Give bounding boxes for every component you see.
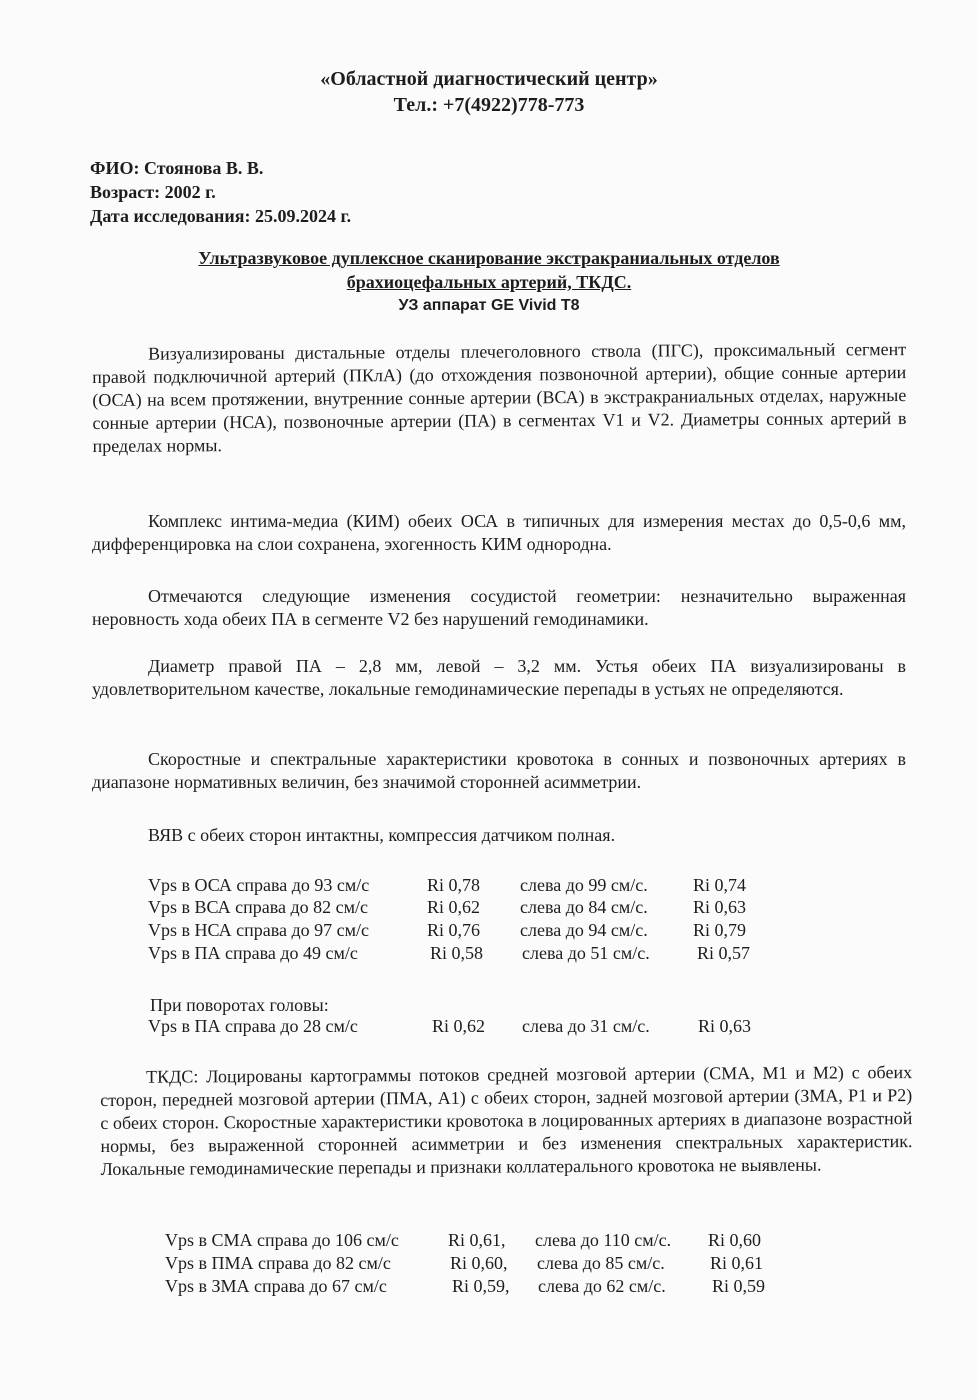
organization-phone: Тел.: +7(4922)778-773 — [393, 94, 585, 116]
right-ri: Ri 0,61, — [448, 1230, 506, 1250]
right-velocity: Vps в НСА справа до 97 см/с — [148, 920, 370, 940]
ultrasound-device: УЗ аппарат GE Vivid T8 — [398, 297, 580, 314]
right-ri: Ri 0,60, — [450, 1253, 508, 1273]
left-velocity: слева до 94 см/с. — [520, 920, 648, 940]
left-ri: Ri 0,63 — [698, 1016, 752, 1036]
paragraph-intima-media: Комплекс интима-медиа (КИМ) обеих ОСА в типичных для измерения местах до 0,5-0,6 мм, дифференцировка на слои сохранена, эхогенность КИМ однородна. — [92, 511, 906, 554]
paragraph-vertebral-diameter: Диаметр правой ПА – 2,8 мм, левой – 3,2 мм. Устья обеих ПА визуализированы в удовлетворительном качестве, локальные гемодинамические перепады в устьях не определяются. — [92, 656, 906, 699]
paragraph-flow-characteristics: Скоростные и спектральные характеристики кровотока в сонных и позвоночных артериях в диапазоне нормативных величин, без значимой сторонней асимметрии. — [92, 749, 906, 792]
study-date: Дата исследования: 25.09.2024 г. — [90, 206, 352, 226]
left-ri: Ri 0,79 — [693, 920, 747, 940]
right-velocity: Vps в ОСА справа до 93 см/с — [148, 875, 370, 895]
paragraph-tcd: ТКДС: Лоцированы картограммы потоков средней мозговой артерии (СМА, М1 и М2) с обеих сторон, передней мозговой артерии (ПМА, А1) с обеих сторон, задней мозговой артерии (ЗМА, Р1 и Р2) с обеих сторон. Скоростные характеристики кровотока в лоцированных артериях в диапазоне возрастной нормы, без выраженной сторонней асимметрии и без изменения спектральных характеристик. Локальные гемодинамические перепады и признаки коллатерального кровотока не выявлены. — [100, 1062, 913, 1179]
left-velocity: слева до 62 см/с. — [538, 1276, 666, 1296]
left-velocity: слева до 99 см/с. — [520, 875, 648, 895]
left-ri: Ri 0,61 — [710, 1253, 764, 1273]
left-velocity: слева до 51 см/с. — [522, 943, 650, 963]
right-ri: Ri 0,62 — [427, 897, 481, 917]
right-ri: Ri 0,58 — [430, 943, 484, 963]
paragraph-jugular-veins: ВЯВ с обеих сторон интактны, компрессия датчиком полная. — [148, 825, 616, 845]
right-ri: Ri 0,78 — [427, 875, 481, 895]
patient-name: ФИО: Стоянова В. В. — [90, 158, 264, 178]
left-ri: Ri 0,60 — [708, 1230, 762, 1250]
left-ri: Ri 0,63 — [693, 897, 747, 917]
left-velocity: слева до 31 см/с. — [522, 1016, 650, 1036]
right-ri: Ri 0,59, — [452, 1276, 510, 1296]
organization-name: «Областной диагностический центр» — [320, 68, 658, 90]
left-velocity: слева до 84 см/с. — [520, 897, 648, 917]
patient-age: Возраст: 2002 г. — [90, 182, 216, 202]
left-ri: Ri 0,59 — [712, 1276, 766, 1296]
right-velocity: Vps в ПМА справа до 82 см/с — [165, 1253, 391, 1273]
study-title-line-2: брахиоцефальных артерий, ТКДС. — [346, 272, 632, 292]
right-velocity: Vps в ПА справа до 49 см/с — [148, 943, 358, 963]
right-velocity: Vps в СМА справа до 106 см/с — [165, 1230, 399, 1250]
head-turn-label: При поворотах головы: — [150, 995, 329, 1015]
right-velocity: Vps в ВСА справа до 82 см/с — [148, 897, 369, 917]
left-ri: Ri 0,57 — [697, 943, 751, 963]
right-velocity: Vps в ПА справа до 28 см/с — [148, 1016, 358, 1036]
right-velocity: Vps в ЗМА справа до 67 см/с — [165, 1276, 387, 1296]
left-ri: Ri 0,74 — [693, 875, 747, 895]
left-velocity: слева до 110 см/с. — [535, 1230, 672, 1250]
study-title-line-1: Ультразвуковое дуплексное сканирование экстракраниальных отделов — [198, 248, 780, 268]
right-ri: Ri 0,62 — [432, 1016, 486, 1036]
left-velocity: слева до 85 см/с. — [537, 1253, 665, 1273]
paragraph-vascular-geometry: Отмечаются следующие изменения сосудистой геометрии: незначительно выраженная неровность хода обеих ПА в сегменте V2 без нарушений гемодинамики. — [92, 586, 906, 629]
paragraph-visualized-arteries: Визуализированы дистальные отделы плечеголовного ствола (ПГС), проксимальный сегмент правой подключичной артерий (ПКлА) (до отхождения позвоночной артерии), общие сонные артерии (ОСА) на всем протяжении, внутренние сонные артерии (ВСА) в экстракраниальных отделах, наружные сонные артерии (НСА), позвоночные артерии (ПА) в сегментах V1 и V2. Диаметры сонных артерий в пределах нормы. — [92, 339, 907, 456]
right-ri: Ri 0,76 — [427, 920, 481, 940]
